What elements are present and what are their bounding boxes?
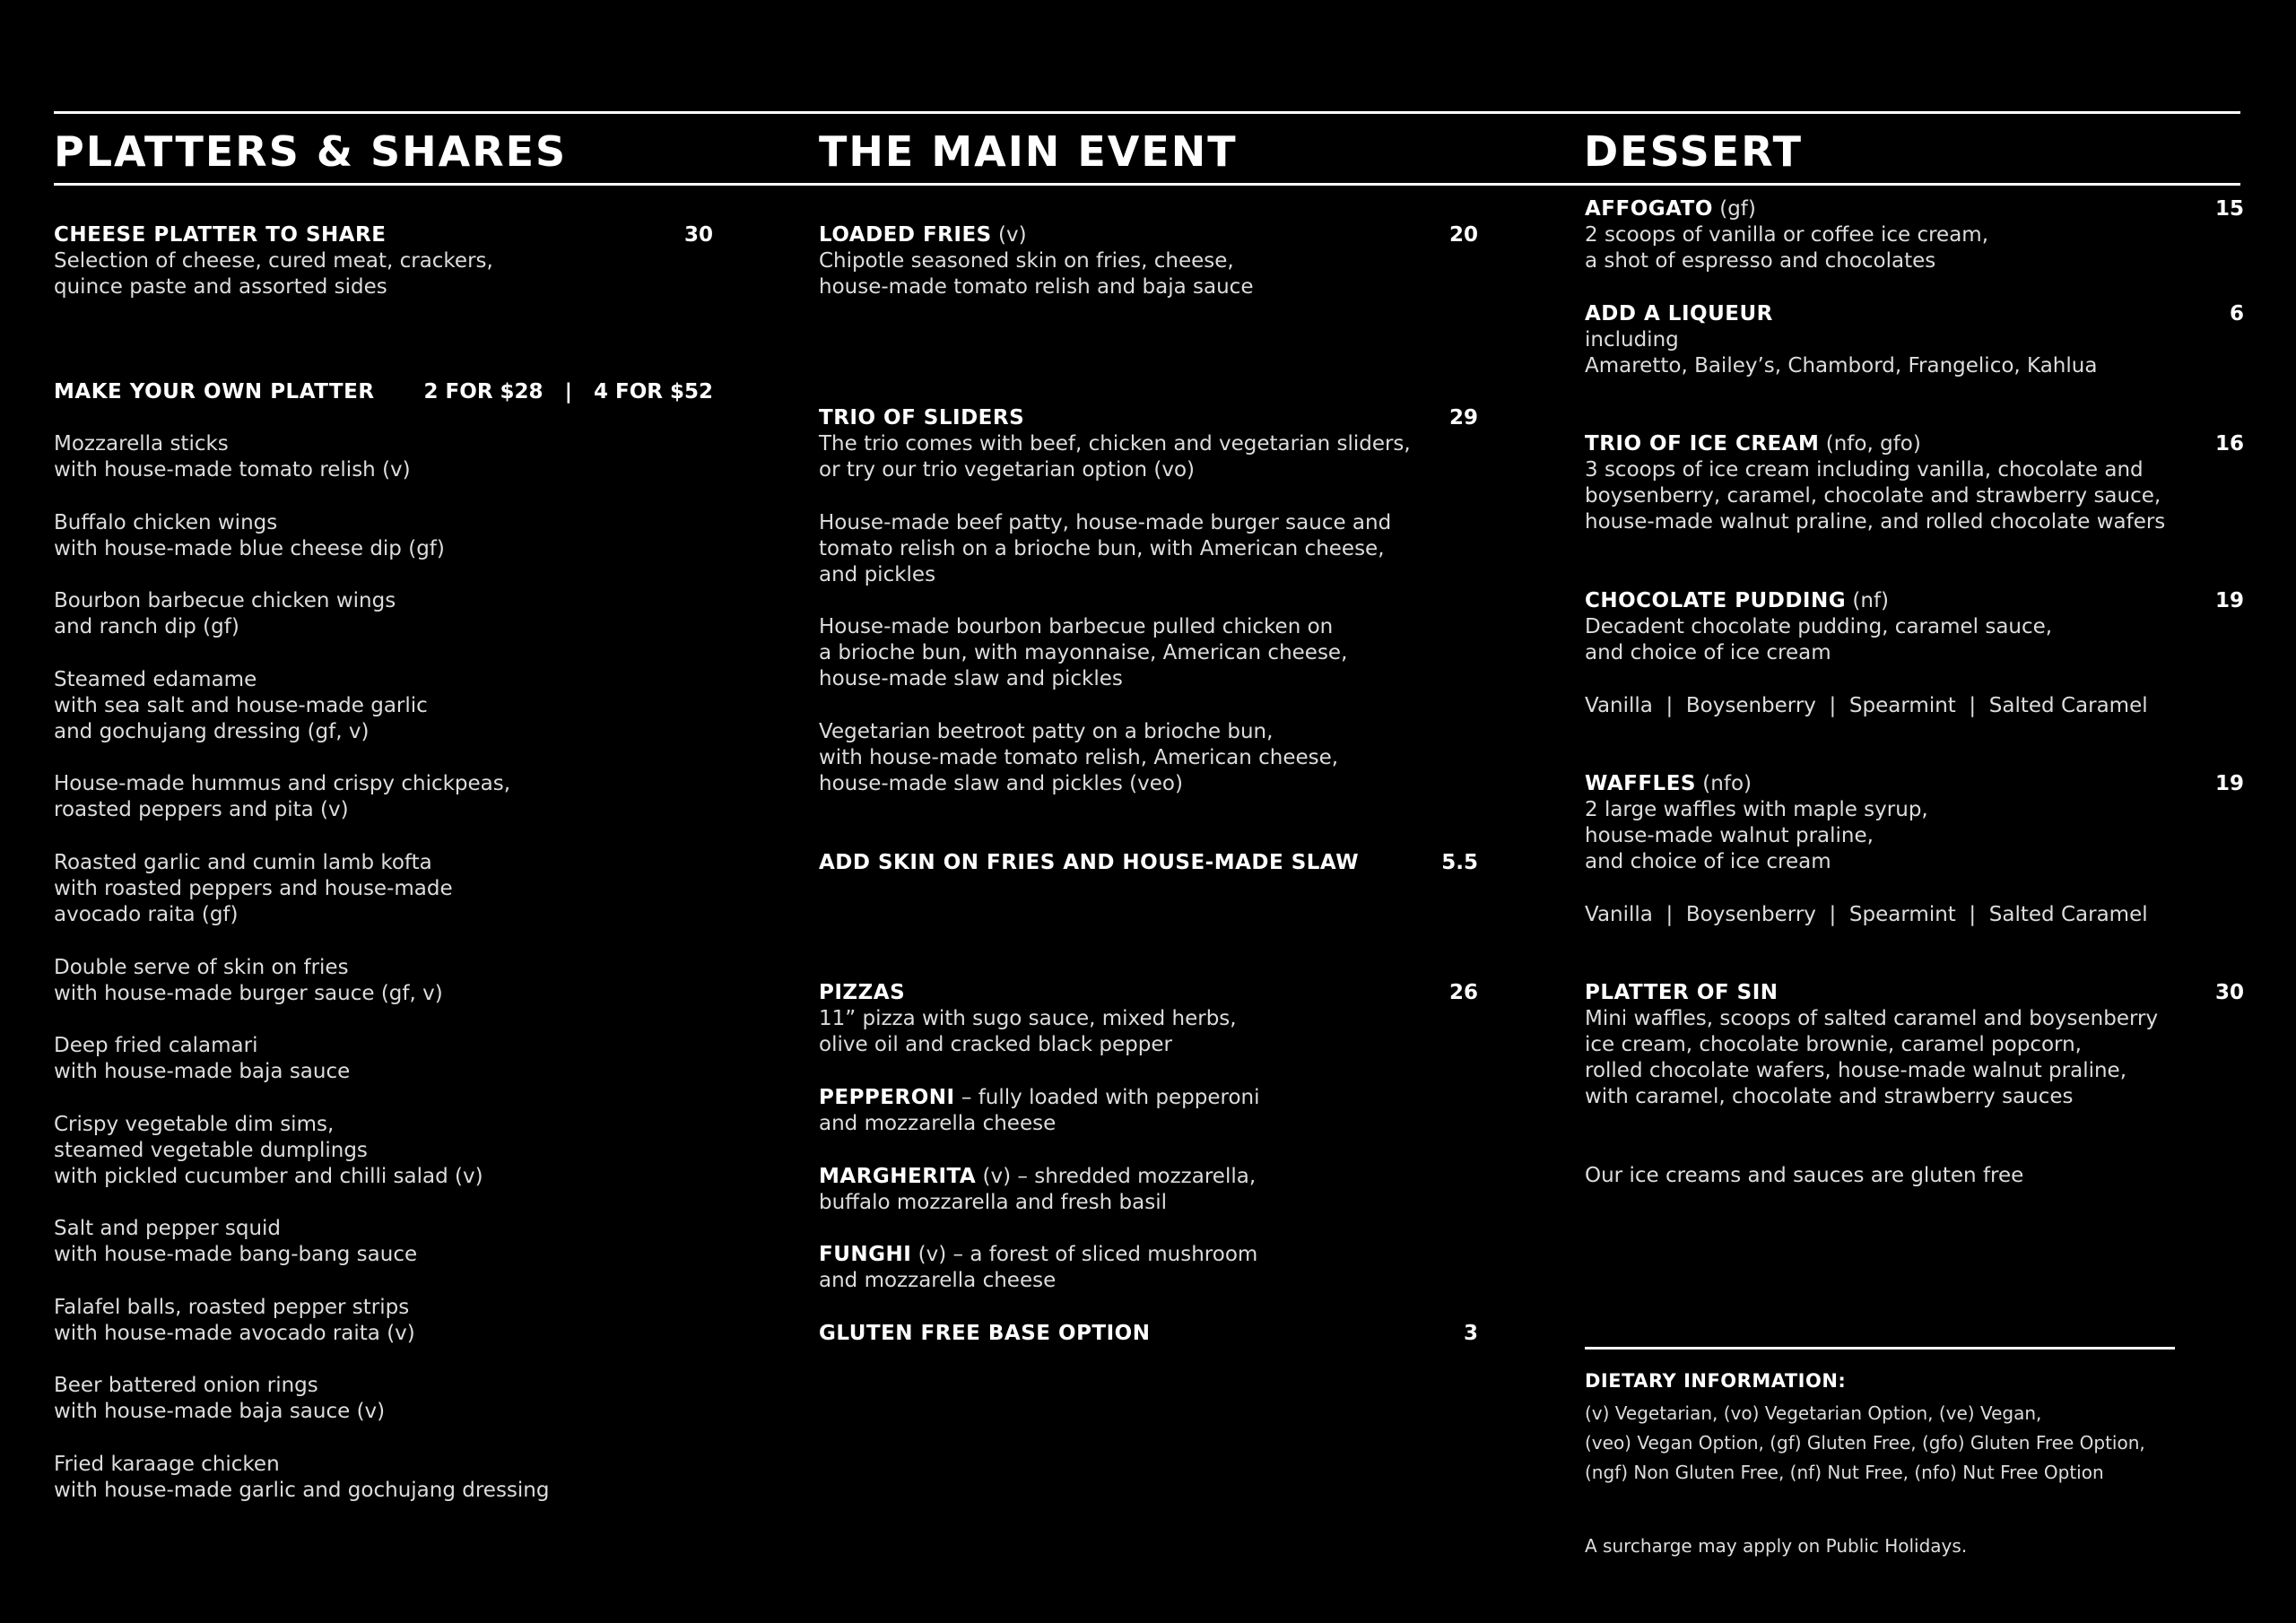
item-description: The trio comes with beef, chicken and vegetarian sliders, or try our trio vegetarian option (vo) [819, 432, 1411, 482]
surcharge-note: A surcharge may apply on Public Holidays. [1585, 1535, 1968, 1557]
section-heading-main: THE MAIN EVENT [819, 127, 1238, 176]
pizza-option-margherita [819, 1164, 1256, 1216]
ice-cream-flavours: Vanilla | Boysenberry | Spearmint | Salted Caramel [1585, 903, 2148, 926]
item-name: ADD A LIQUEUR [1585, 302, 1773, 325]
dietary-title: DIETARY INFORMATION: [1585, 1370, 1847, 1392]
menu-item-trio-of-ice-cream [1585, 431, 2244, 535]
platter-option: Fried karaage chicken with house-made garlic and gochujang dressing [54, 1453, 550, 1502]
menu-item-trio-of-sliders [819, 405, 1478, 483]
item-price: 15 [2214, 197, 2244, 221]
platter-option: Falafel balls, roasted pepper strips with house-made avocado raita (v) [54, 1296, 415, 1345]
platter-option: Salt and pepper squid with house-made bang-bang sauce [54, 1217, 418, 1266]
menu-item-make-your-own-platter [54, 379, 713, 405]
item-price: 30 [683, 223, 713, 247]
section-heading-dessert: DESSERT [1584, 127, 1803, 176]
item-price: 20 [1448, 223, 1478, 247]
item-dietary-tag: (nf) [1846, 589, 1890, 612]
item-name: ADD SKIN ON FRIES AND HOUSE-MADE SLAW [819, 851, 1360, 874]
menu-item-gluten-free-base [819, 1321, 1478, 1347]
item-description: Chipotle seasoned skin on fries, cheese, house-made tomato relish and baja sauce [819, 249, 1254, 299]
platter-option: Double serve of skin on fries with house-made burger sauce (gf, v) [54, 956, 443, 1005]
section-heading-platters: PLATTERS & SHARES [54, 127, 568, 176]
item-price: 19 [2214, 589, 2244, 612]
item-description: Mini waffles, scoops of salted caramel and boysenberry ice cream, chocolate brownie, caramel popcorn, rolled chocolate wafers, house-made walnut praline, with caramel, chocolate and strawberry sauces [1585, 1007, 2159, 1108]
platter-option: Bourbon barbecue chicken wings and ranch dip (gf) [54, 589, 396, 638]
item-price: 16 [2214, 432, 2244, 456]
item-name: GLUTEN FREE BASE OPTION [819, 1322, 1151, 1345]
menu-item-pizzas [819, 980, 1478, 1058]
item-name: PLATTER OF SIN [1585, 981, 1779, 1004]
item-description: including Amaretto, Bailey’s, Chambord, Frangelico, Kahlua [1585, 328, 2098, 378]
gluten-free-note: Our ice creams and sauces are gluten free [1585, 1164, 2024, 1187]
item-name: MARGHERITA [819, 1165, 977, 1188]
dietary-rule [1585, 1347, 2175, 1350]
platter-option: Beer battered onion rings with house-made baja sauce (v) [54, 1374, 386, 1423]
item-price: 19 [2214, 772, 2244, 795]
item-name: AFFOGATO [1585, 197, 1713, 221]
item-description: (v) – shredded mozzarella, buffalo mozzarella and fresh basil [819, 1165, 1257, 1214]
item-name: MAKE YOUR OWN PLATTER [54, 380, 375, 404]
menu-item-loaded-fries [819, 222, 1478, 300]
item-dietary-tag: (nfo) [1696, 772, 1752, 795]
menu-item-add-fries-slaw [819, 850, 1478, 876]
item-description: Decadent chocolate pudding, caramel sauce, and choice of ice cream [1585, 615, 2053, 664]
item-dietary-tag: (v) [991, 223, 1027, 247]
platter-option: Roasted garlic and cumin lamb kofta with roasted peppers and house-made avocado raita (gf) [54, 851, 453, 926]
item-name: TRIO OF SLIDERS [819, 406, 1025, 430]
menu-item-platter-of-sin [1585, 980, 2244, 1110]
platter-option: House-made hummus and crispy chickpeas, roasted peppers and pita (v) [54, 772, 511, 821]
item-dietary-tag: (gf) [1712, 197, 1756, 221]
item-price: 6 [2229, 302, 2244, 325]
platter-option: Buffalo chicken wings with house-made blue cheese dip (gf) [54, 511, 445, 560]
dietary-text: (v) Vegetarian, (vo) Vegetarian Option, (ve) Vegan, (veo) Vegan Option, (gf) Gluten Free, (gfo) Gluten Free Option, (ngf) Non Gluten Free, (nf) Nut Free, (nfo) Nut Free Option [1585, 1402, 2145, 1483]
item-name: TRIO OF ICE CREAM [1585, 432, 1820, 456]
menu-item-add-liqueur [1585, 301, 2244, 379]
item-description: 3 scoops of ice cream including vanilla, chocolate and boysenberry, caramel, chocolate and strawberry sauce, house-made walnut praline, and rolled chocolate wafers [1585, 458, 2166, 534]
heading-rule [54, 183, 2240, 186]
slider-option: House-made beef patty, house-made burger sauce and tomato relish on a brioche bun, with American cheese, and pickles [819, 511, 1392, 586]
item-name: CHEESE PLATTER TO SHARE [54, 223, 387, 247]
platter-option: Crispy vegetable dim sims, steamed vegetable dumplings with pickled cucumber and chilli salad (v) [54, 1113, 483, 1188]
menu-item-chocolate-pudding [1585, 588, 2244, 666]
item-dietary-tag: (nfo, gfo) [1819, 432, 1921, 456]
top-rule [54, 111, 2240, 114]
item-price: 29 [1448, 406, 1478, 430]
item-description: 11” pizza with sugo sauce, mixed herbs, olive oil and cracked black pepper [819, 1007, 1237, 1056]
item-price: 3 [1463, 1322, 1478, 1345]
item-name: WAFFLES [1585, 772, 1696, 795]
menu-item-waffles [1585, 771, 2244, 875]
item-name: PIZZAS [819, 981, 906, 1004]
platter-option: Deep fried calamari with house-made baja sauce [54, 1034, 351, 1083]
pizza-option-funghi [819, 1242, 1257, 1294]
menu-item-cheese-platter [54, 222, 713, 300]
item-description: Selection of cheese, cured meat, crackers, quince paste and assorted sides [54, 249, 493, 299]
item-price: 2 FOR $28 | 4 FOR $52 [423, 380, 713, 404]
item-name: FUNGHI [819, 1243, 912, 1266]
item-description: – fully loaded with pepperoni and mozzarella cheese [819, 1086, 1260, 1135]
item-description: (v) – a forest of sliced mushroom and mozzarella cheese [819, 1243, 1258, 1292]
item-price: 5.5 [1441, 851, 1478, 874]
pizza-option-pepperoni [819, 1085, 1260, 1137]
item-name: LOADED FRIES [819, 223, 992, 247]
platter-option: Steamed edamame with sea salt and house-made garlic and gochujang dressing (gf, v) [54, 668, 428, 743]
item-name: PEPPERONI [819, 1086, 955, 1109]
item-name: CHOCOLATE PUDDING [1585, 589, 1847, 612]
ice-cream-flavours: Vanilla | Boysenberry | Spearmint | Salted Caramel [1585, 694, 2148, 717]
platter-option: Mozzarella sticks with house-made tomato relish (v) [54, 432, 411, 482]
item-description: 2 large waffles with maple syrup, house-made walnut praline, and choice of ice cream [1585, 798, 1928, 873]
menu-item-affogato [1585, 196, 2244, 274]
item-price: 26 [1448, 981, 1478, 1004]
item-description: 2 scoops of vanilla or coffee ice cream, a shot of espresso and chocolates [1585, 223, 1989, 273]
slider-option: House-made bourbon barbecue pulled chicken on a brioche bun, with mayonnaise, American cheese, house-made slaw and pickles [819, 615, 1348, 690]
item-price: 30 [2214, 981, 2244, 1004]
slider-option: Vegetarian beetroot patty on a brioche bun, with house-made tomato relish, American cheese, house-made slaw and pickles (veo) [819, 720, 1339, 795]
